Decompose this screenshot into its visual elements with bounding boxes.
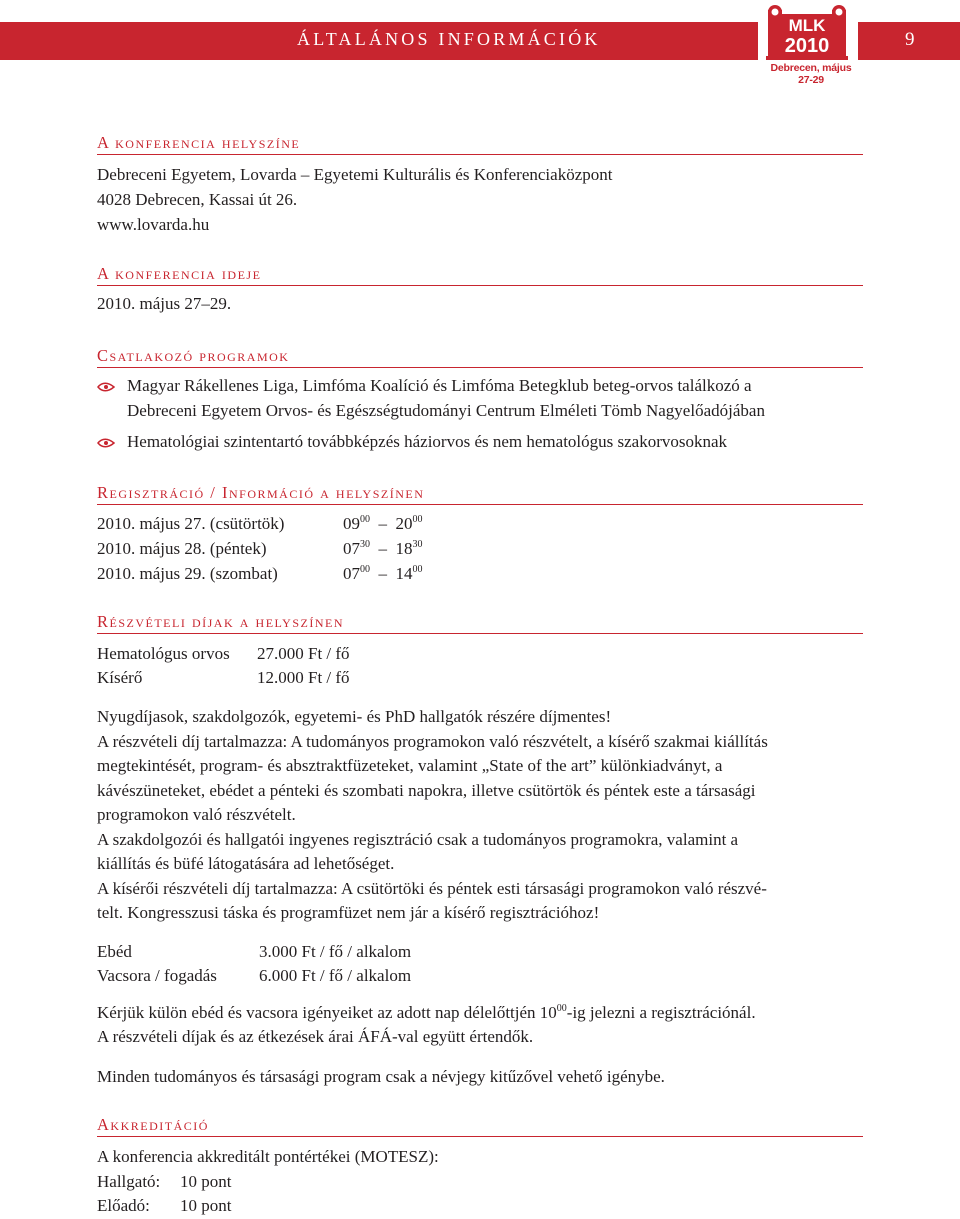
fees-paragraph-line: A szakdolgozói és hallgatói ingyenes regisztráció csak a tudományos programokra, valamint a <box>97 830 739 849</box>
program-item-2: Hematológiai szintentartó továbbképzés háziorvos és nem hematológus szakorvosoknak <box>127 432 728 451</box>
meal-label: Ebéd <box>97 942 132 961</box>
accreditation-label: Előadó: <box>97 1196 150 1215</box>
registration-row-hours: $07^{00} - 14^{00}$ <box>343 564 423 583</box>
vat-note: A részvételi díjak és az étkezések árai ÁFÁ-val együtt értendők. <box>97 1027 534 1046</box>
meal-price: 6.000 Ft / fő / alkalom <box>259 966 412 985</box>
page-header-title: ÁLTALÁNOS INFORMÁCIÓK <box>297 29 601 49</box>
section-title-venue: A konferencia helyszíne <box>97 133 863 155</box>
accreditation-label: Hallgató: <box>97 1172 161 1191</box>
section-title-registration: Regisztráció / Információ a helyszínen <box>97 483 863 505</box>
fees-paragraph-line: A kísérői részvételi díj tartalmazza: A csütörtöki és péntek esti társasági programokon való részvé- <box>97 879 767 898</box>
venue-line-1: Debreceni Egyetem, Lovarda – Egyetemi Kulturális és Konferenciaközpont <box>97 165 613 184</box>
fee-label: Kísérő <box>97 668 143 687</box>
fees-paragraph-line: megtekintését, program- és absztraktfüzeteket, valamint „State of the art” különkiadványt, a <box>97 756 723 775</box>
bullet-icon <box>97 381 115 393</box>
fees-paragraph-line: Nyugdíjasok, szakdolgozók, egyetemi- és PhD hallgatók részére díjmentes! <box>97 707 612 726</box>
fees-paragraph-line: kávészüneteket, ebédet a pénteki és szombati napokra, illetve csütörtök és péntek este a társasági <box>97 781 756 800</box>
registration-row-day: 2010. május 29. (szombat) <box>97 564 278 583</box>
registration-row-hours: $07^{30} - 18^{30}$ <box>343 539 423 558</box>
section-title-fees: Részvételi díjak a helyszínen <box>97 612 863 634</box>
program-item-1-line-2: Debreceni Egyetem Orvos- és Egészségtudományi Centrum Elméleti Tömb Nagyelőadójában <box>127 401 765 420</box>
meal-label: Vacsora / fogadás <box>97 966 217 985</box>
venue-line-2: 4028 Debrecen, Kassai út 26. <box>97 190 298 209</box>
logo-line-2: 2010 <box>784 35 830 57</box>
accreditation-points: 10 pont <box>180 1196 232 1215</box>
section-title-accreditation: Akkreditáció <box>97 1115 863 1137</box>
program-item-1-line-1: Magyar Rákellenes Liga, Limfóma Koalíció és Limfóma Betegklub beteg-orvos találkozó a <box>127 376 752 395</box>
accreditation-points: 10 pont <box>180 1172 232 1191</box>
fees-paragraph-line: telt. Kongresszusi táska és programfüzet nem jár a kísérő regisztrációhoz! <box>97 903 600 922</box>
fee-label: Hematológus orvos <box>97 644 230 663</box>
registration-row-day: 2010. május 28. (péntek) <box>97 539 267 558</box>
section-title-date: A konferencia ideje <box>97 264 863 286</box>
meal-request-note: Kérjük külön ebéd és vacsora igényeiket az adott nap délelőttjén $10^{00}-ig$ jelezni a regisztrációnál. <box>97 1003 756 1022</box>
section-title-programs: Csatlakozó programok <box>97 346 863 368</box>
venue-website-link[interactable]: www.lovarda.hu <box>97 215 210 234</box>
meal-price: 3.000 Ft / fő / alkalom <box>259 942 412 961</box>
fee-value: 27.000 Ft / fő <box>257 644 350 663</box>
registration-row-hours: $09^{00} - 20^{00}$ <box>343 514 423 533</box>
fee-value: 12.000 Ft / fő <box>257 668 350 687</box>
conference-date: 2010. május 27–29. <box>97 294 232 313</box>
fees-paragraph-line: kiállítás és büfé látogatására ad lehetőséget. <box>97 854 395 873</box>
fees-paragraph-line: programokon való részvételt. <box>97 805 296 824</box>
page-number: 9 <box>905 29 915 50</box>
bullet-icon <box>97 437 115 449</box>
badge-note: Minden tudományos és társasági program csak a névjegy kitűzővel vehető igénybe. <box>97 1067 665 1086</box>
accreditation-intro: A konferencia akkreditált pontértékei (MOTESZ): <box>97 1147 439 1166</box>
logo-line-1: MLK <box>788 16 826 35</box>
registration-row-day: 2010. május 27. (csütörtök) <box>97 514 285 533</box>
fees-paragraph-line: A részvételi díj tartalmazza: A tudományos programokon való részvételt, a kísérő szakmai kiállítás <box>97 732 768 751</box>
logo-subtitle: Debrecen, május 27-29 <box>770 62 852 86</box>
